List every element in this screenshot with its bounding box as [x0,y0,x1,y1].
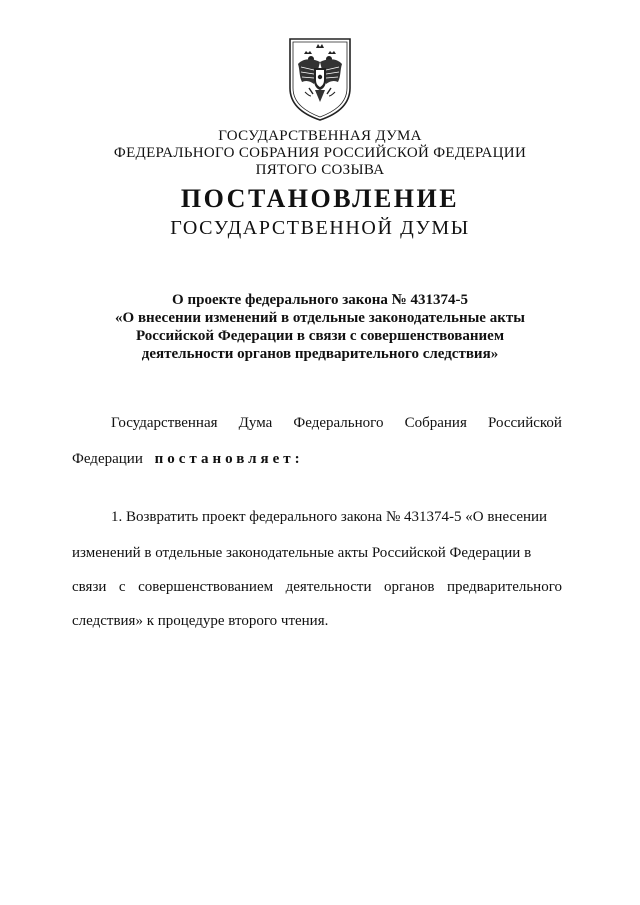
preamble-line-2 [72,450,304,468]
document-type-title: ПОСТАНОВЛЕНИЕ [180,184,460,213]
subject-line-3: Российской Федерации в связи с совершенствованием [135,328,505,344]
preamble-line-1 [111,414,562,432]
clause-word: совершенствованием [138,579,274,595]
preamble-word: Государственная [111,415,218,431]
preamble-word: Федерации [72,451,143,467]
preamble-word: Российской [488,415,562,431]
clause-word: деятельности [285,579,372,595]
resolution-verb: постановляет: [154,451,304,467]
state-emblem-icon [287,36,353,122]
preamble-word: Федерального [293,415,384,431]
subject-line-4: деятельности органов предварительного следствия» [141,346,499,362]
document-authority-title: ГОСУДАРСТВЕННОЙ ДУМЫ [170,217,470,239]
clause-1-line-1: 1. Возвратить проект федерального закона № 431374-5 «О внесении [111,509,548,525]
preamble-word: Собрания [404,415,467,431]
preamble-word: Дума [238,415,273,431]
clause-word: связи [72,579,107,595]
clause-1-line-4: следствия» к процедуре второго чтения. [72,613,329,629]
header-parliament: ГОСУДАРСТВЕННАЯ ДУМА [218,128,422,144]
subject-line-2: «О внесении изменений в отдельные законодательные акты [115,310,525,326]
subject-line-1: О проекте федерального закона № 431374-5 [172,292,468,308]
clause-word: с [118,579,126,595]
clause-1-line-2: изменений в отдельные законодательные акты Российской Федерации в [72,545,532,561]
header-assembly: ФЕДЕРАЛЬНОГО СОБРАНИЯ РОССИЙСКОЙ ФЕДЕРАЦИИ [113,145,527,161]
clause-word: органов [384,579,435,595]
header-convocation: ПЯТОГО СОЗЫВА [255,162,385,178]
clause-1-line-3 [72,578,562,596]
clause-word: предварительного [446,579,562,595]
